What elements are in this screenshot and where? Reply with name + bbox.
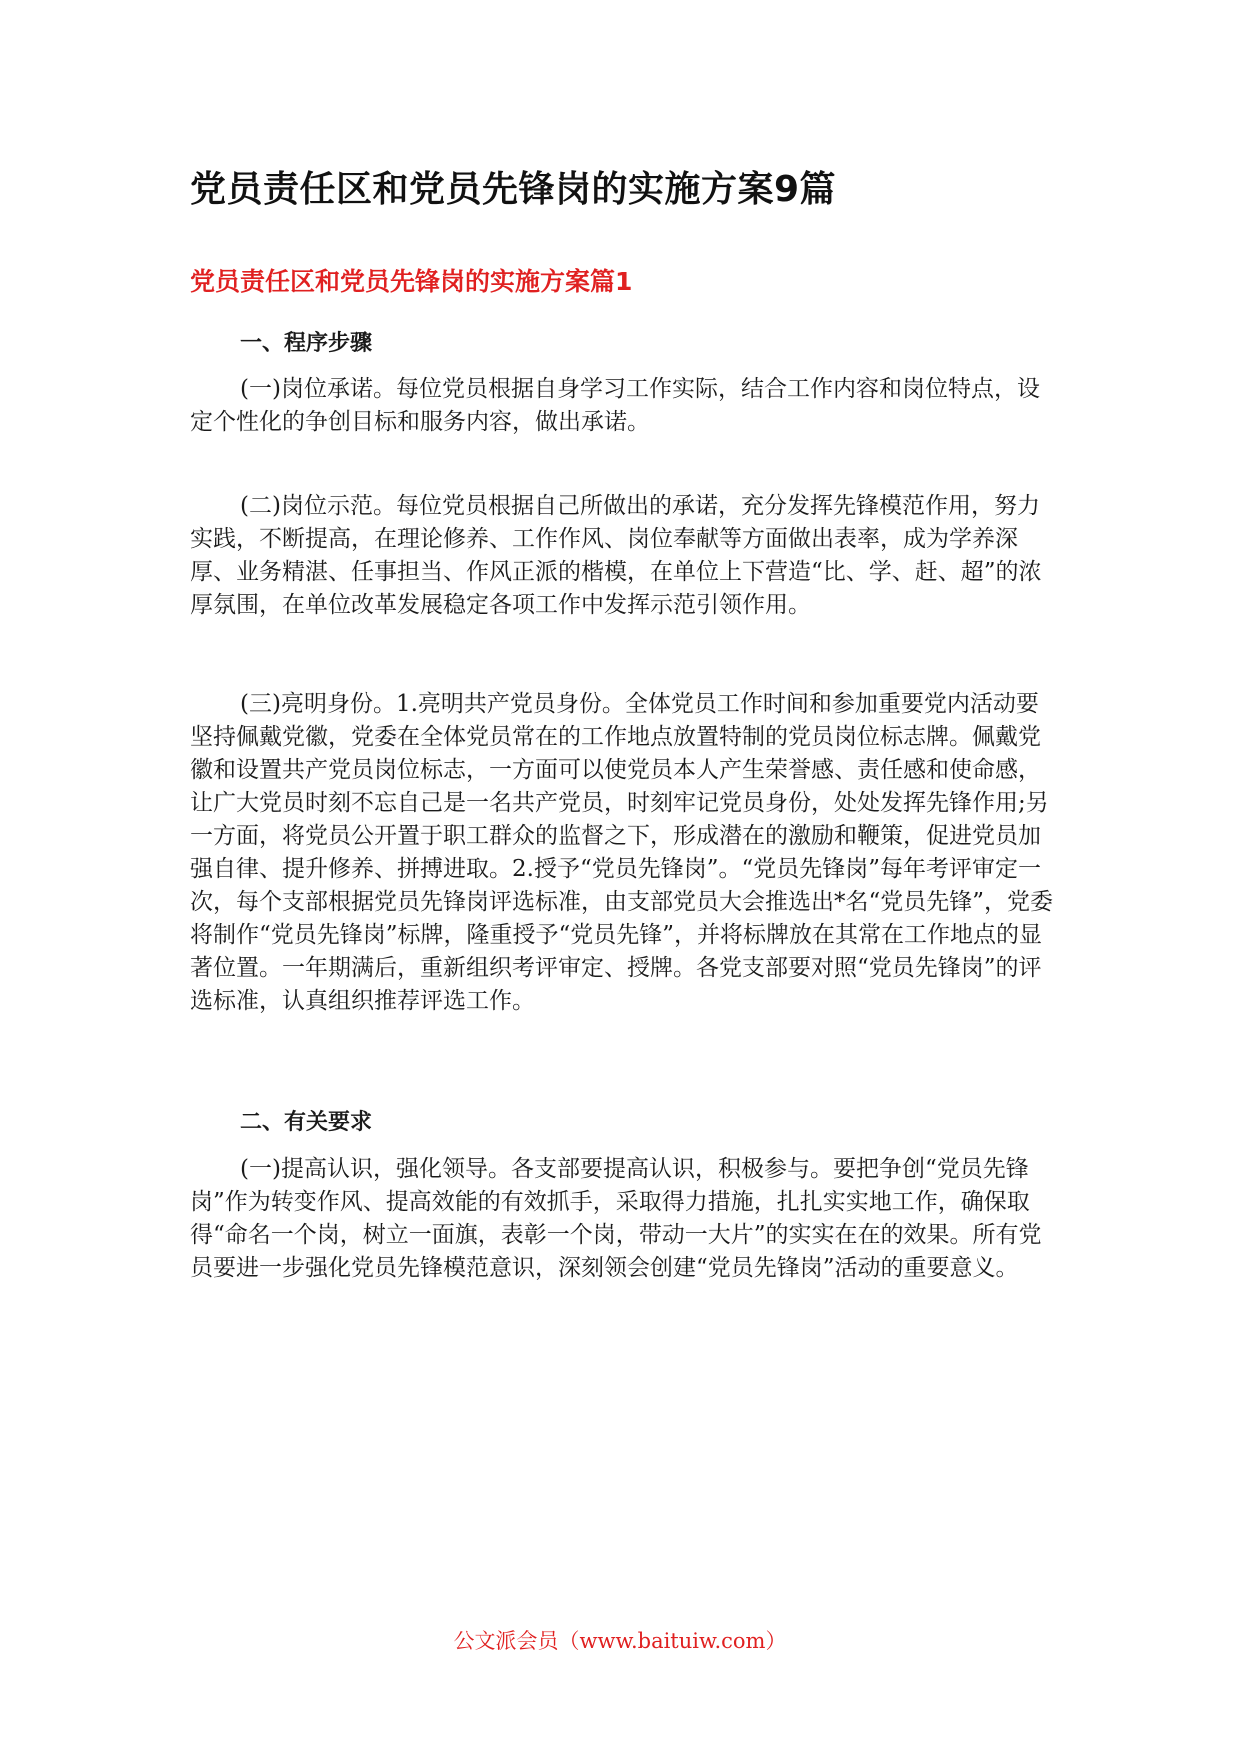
section-title: 党员责任区和党员先锋岗的实施方案篇1: [190, 267, 633, 296]
paragraph-post-demonstration: (二)岗位示范。每位党员根据自己所做出的承诺，充分发挥先锋模范作用，努力实践，不断提高，在理论修养、工作作风、岗位奉献等方面做出表率，成为学养深厚、业务精湛、任事担当、作风正派的楷模，在单位上下营造“比、学、赶、超”的浓厚氛围，在单位改革发展稳定各项工作中发挥示范引领作用。: [190, 493, 1042, 618]
document-title: 党员责任区和党员先锋岗的实施方案9篇: [190, 169, 837, 210]
paragraph-raise-awareness: (一)提高认识，强化领导。各支部要提高认识，积极参与。要把争创“党员先锋岗”作为转变作风、提高效能的有效抓手，采取得力措施，扎扎实实地工作，确保取得“命名一个岗，树立一面旗，表彰一个岗，带动一大片”的实实在在的效果。所有党员要进一步强化党员先锋模范意识，深刻领会创建“党员先锋岗”活动的重要意义。: [190, 1156, 1042, 1281]
paragraph-post-commitment: (一)岗位承诺。每位党员根据自身学习工作实际，结合工作内容和岗位特点，设定个性化的争创目标和服务内容，做出承诺。: [190, 376, 1040, 435]
document-page: [190, 168, 1054, 1281]
heading-procedure-steps: 一、程序步骤: [240, 331, 373, 356]
heading-requirements: 二、有关要求: [240, 1110, 373, 1135]
footer-watermark: 公文派会员（www.baituiw.com）: [453, 1629, 787, 1653]
paragraph-show-identity: (三)亮明身份。1.亮明共产党员身份。全体党员工作时间和参加重要党内活动要坚持佩戴党徽，党委在全体党员常在的工作地点放置特制的党员岗位标志牌。佩戴党徽和设置共产党员岗位标志，一方面可以使党员本人产生荣誉感、责任感和使命感，让广大党员时刻不忘自己是一名共产党员，时刻牢记党员身份，处处发挥先锋作用;另一方面，将党员公开置于职工群众的监督之下，形成潜在的激励和鞭策，促进党员加强自律、提升修养、拼搏进取。2.授予“党员先锋岗”。“党员先锋岗”每年考评审定一次，每个支部根据党员先锋岗评选标准，由支部党员大会推选出*名“党员先锋”，党委将制作“党员先锋岗”标牌，隆重授予“党员先锋”，并将标牌放在其常在工作地点的显著位置。一年期满后，重新组织考评审定、授牌。各党支部要对照“党员先锋岗”的评选标准，认真组织推荐评选工作。: [190, 691, 1054, 1014]
